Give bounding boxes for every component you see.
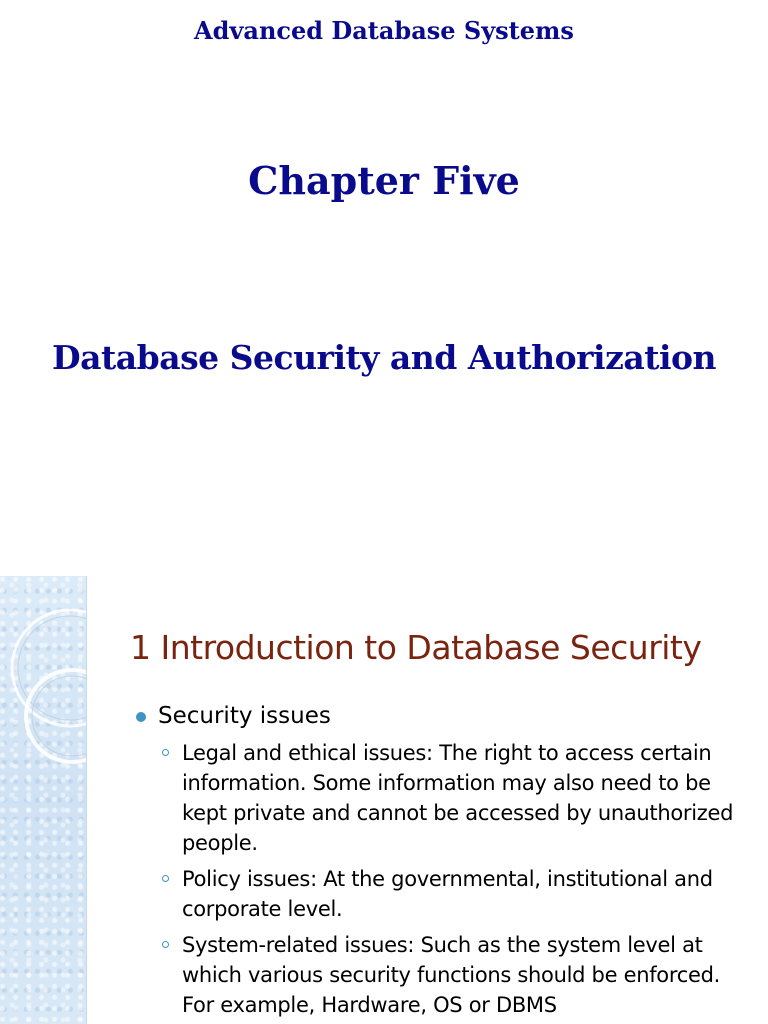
chapter-title: Chapter Five xyxy=(248,158,520,203)
sub-bullet-list xyxy=(158,738,746,1020)
decorative-rings-icon xyxy=(0,576,86,1024)
bullet-dot-icon xyxy=(136,712,146,722)
course-title: Advanced Database Systems xyxy=(194,16,574,45)
list-item xyxy=(158,864,746,924)
content-slide xyxy=(0,576,768,1024)
sub-bullet-ring-icon xyxy=(162,941,169,948)
slide-title: 1 Introduction to Database Security xyxy=(130,628,702,667)
sub-bullet-ring-icon xyxy=(162,875,169,882)
sub-bullet-ring-icon xyxy=(162,749,169,756)
decorative-side-panel xyxy=(0,576,87,1024)
bullet-text: Security issues xyxy=(158,703,331,729)
chapter-subtitle: Database Security and Authorization xyxy=(52,338,716,377)
sub-bullet-text: System-related issues: Such as the system level at which various security functions should be enforced. For example, Hardware, OS or DBMS xyxy=(182,933,720,1017)
list-item xyxy=(136,702,746,1020)
sub-bullet-text: Legal and ethical issues: The right to access certain information. Some information may also need to be kept private and cannot be accessed by unauthorized people. xyxy=(182,741,734,855)
list-item xyxy=(158,738,746,858)
bullet-list xyxy=(136,702,746,1024)
list-item xyxy=(158,930,746,1020)
sub-bullet-text: Policy issues: At the governmental, institutional and corporate level. xyxy=(182,867,713,921)
